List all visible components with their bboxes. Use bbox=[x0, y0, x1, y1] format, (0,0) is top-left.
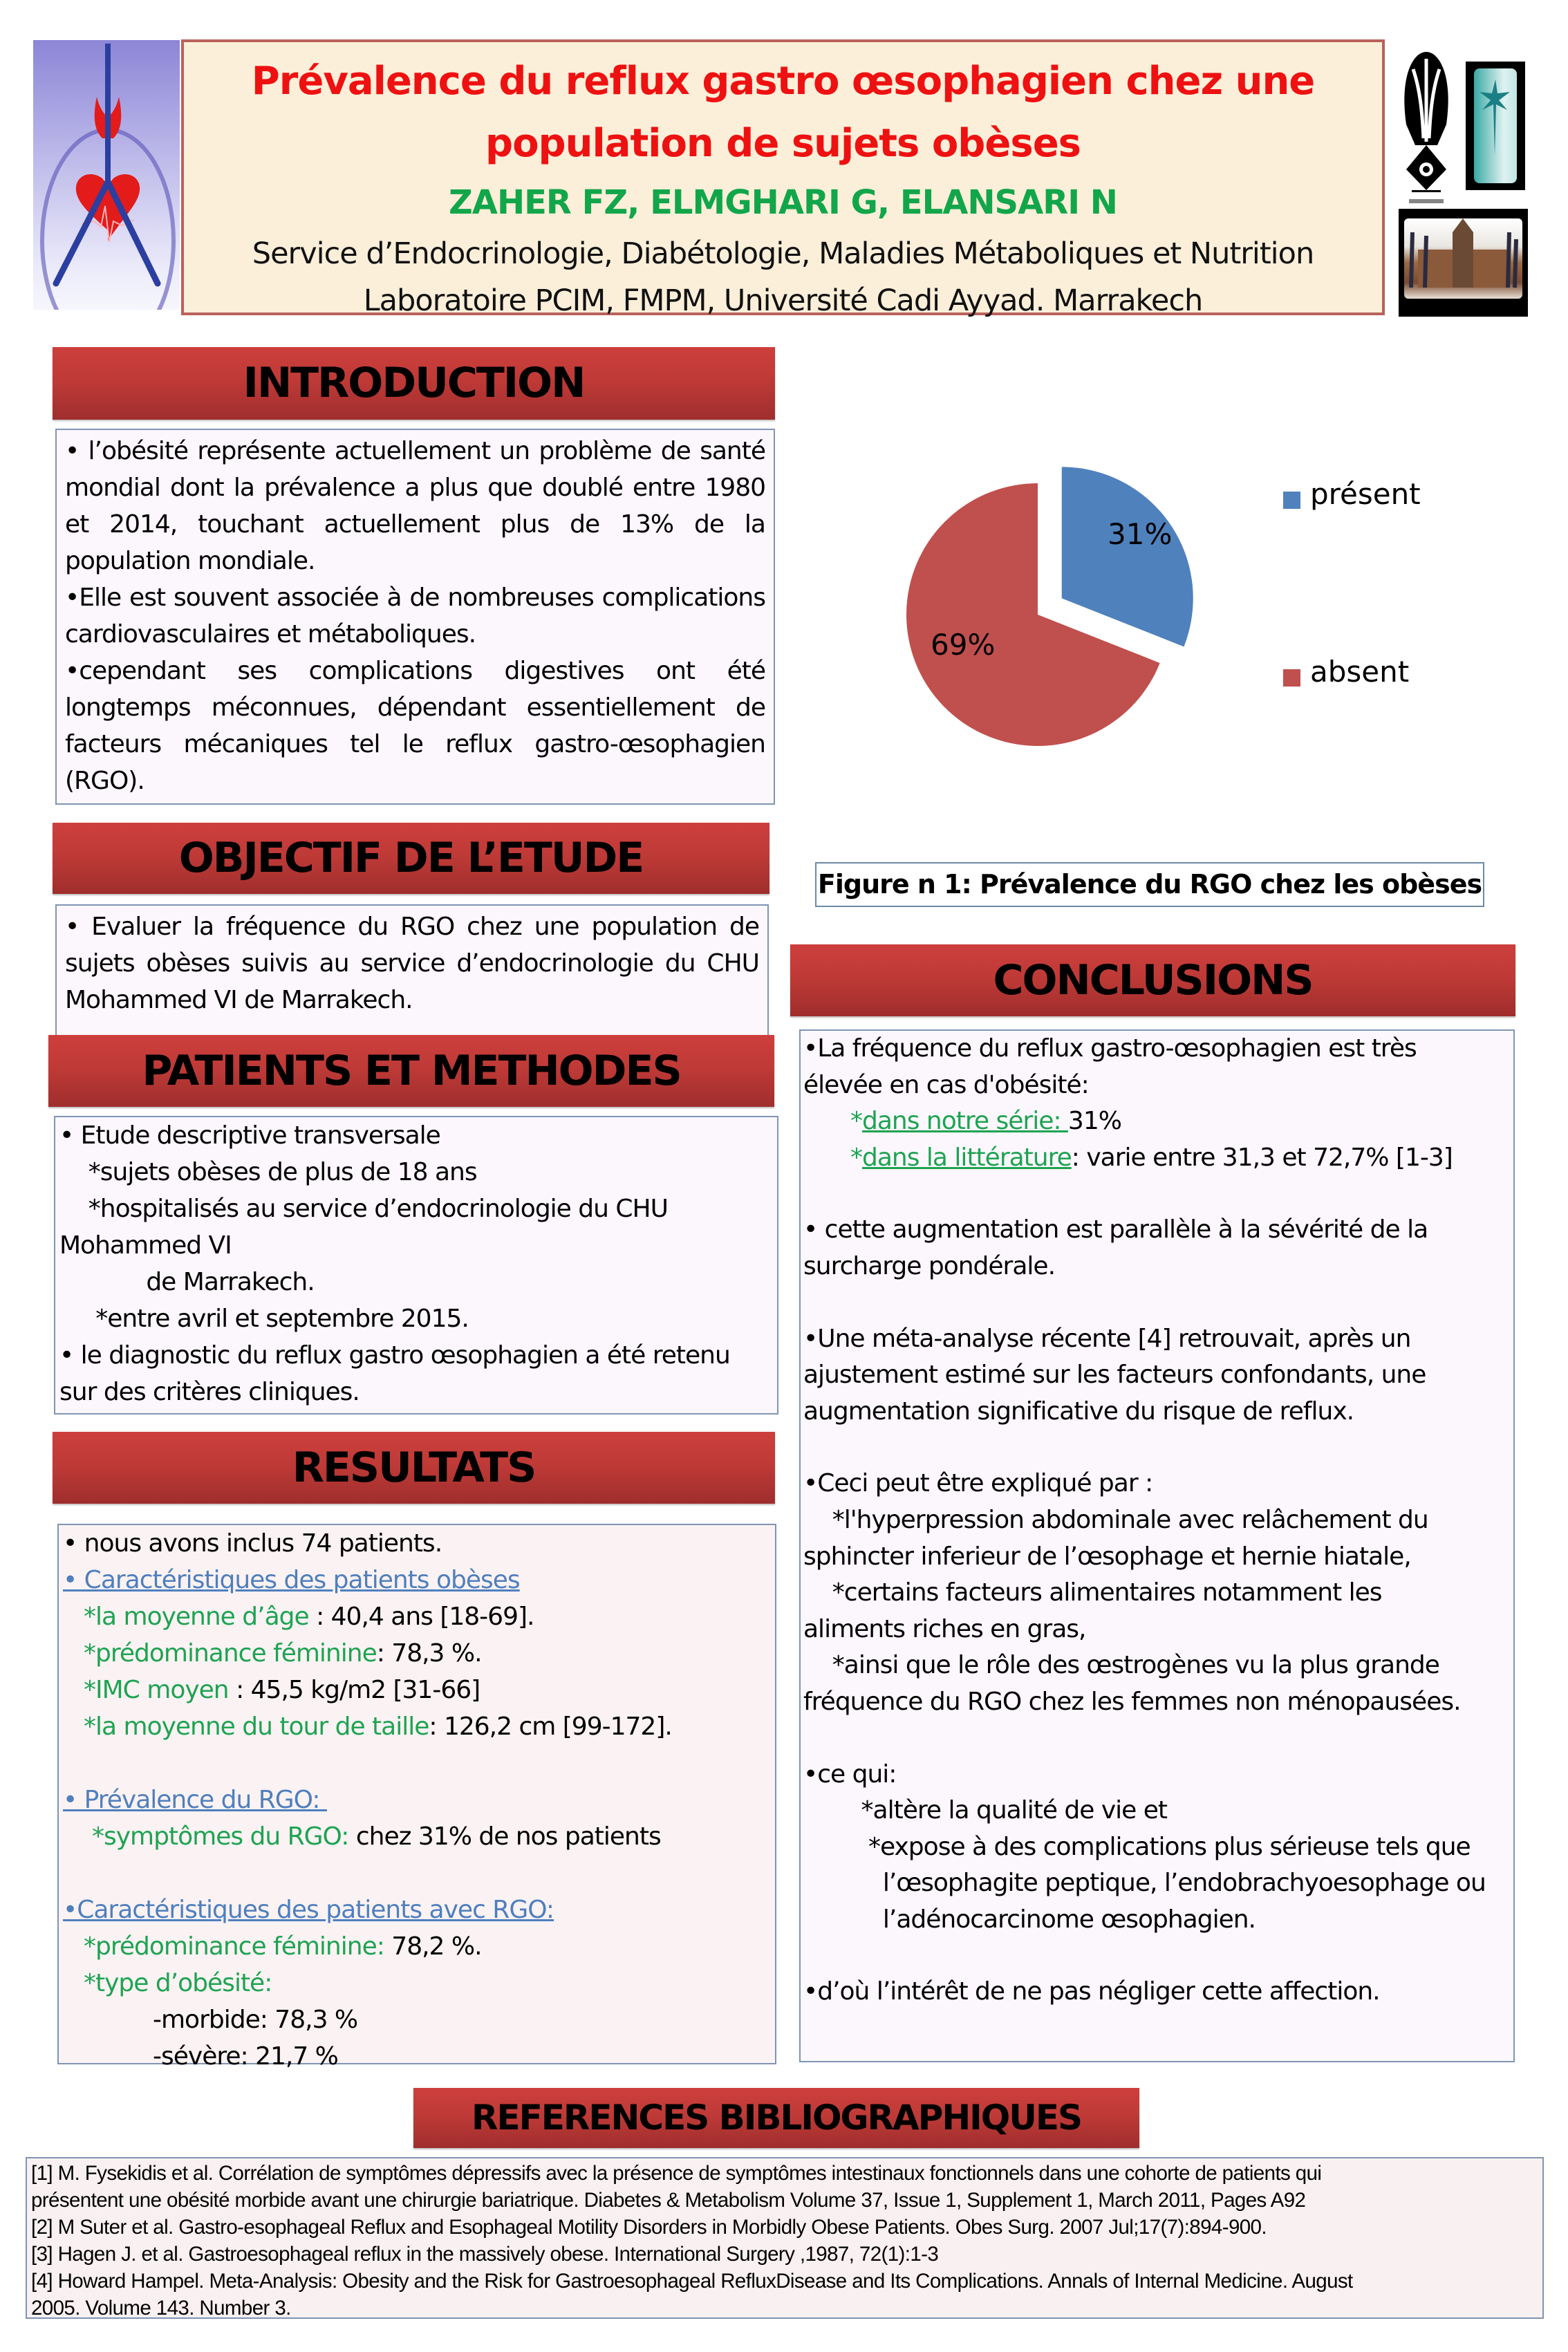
conclusion-line: l’adénocarcinome œsophagien. bbox=[803, 1905, 1256, 1934]
resultats-heading bbox=[53, 1432, 775, 1504]
methodes-line: de Marrakech. bbox=[59, 1268, 315, 1296]
obesity-type-label: *type d’obésité: bbox=[84, 1969, 272, 1997]
conclusion-line: *expose à des complications plus sérieuse tels que bbox=[803, 1832, 1471, 1861]
result-item-bmi bbox=[63, 1672, 771, 1708]
palm-tree-icon bbox=[1480, 80, 1511, 156]
result-item-waist bbox=[63, 1708, 771, 1745]
obese-characteristics-title: • Caractéristiques des patients obèses bbox=[63, 1566, 520, 1594]
conclusion-litterature: *dans la littérature: varie entre 31,3 et 72,7% [1-3] bbox=[850, 1143, 1453, 1172]
authors: ZAHER FZ, ELMGHARI G, ELANSARI N bbox=[449, 183, 1117, 222]
objectif-body bbox=[55, 904, 769, 1043]
conclusions-heading bbox=[790, 944, 1515, 1016]
figure-caption-text: Figure n 1: Prévalence du RGO chez les obèses bbox=[817, 869, 1482, 899]
pie-chart bbox=[892, 456, 1500, 774]
result-value: : 78,3 %. bbox=[376, 1639, 482, 1668]
result-label: *IMC moyen bbox=[84, 1676, 229, 1704]
conclusions-body bbox=[799, 1029, 1515, 2062]
intro-paragraph: • l’obésité représente actuellement un problème de santé mondial dont la prévalence a plus que doublé entre 1980 et 2014, touchant actuellement plus de 13% de la population mondiale. bbox=[65, 437, 765, 575]
poster-title-line-2: population de sujets obèses bbox=[485, 121, 1081, 166]
endocrinology-logo bbox=[33, 40, 180, 310]
reference-line: présentent une obésité morbide avant une chirurgie bariatrique. Diabetes & Metabolism Volume 37, Issue 1, Supplement 1, March 2011, Pages A92 bbox=[31, 2189, 1306, 2212]
rgo-female-item bbox=[63, 1928, 771, 1965]
methodes-line: *sujets obèses de plus de 18 ans bbox=[59, 1158, 477, 1186]
conclusions-heading-text: CONCLUSIONS bbox=[993, 956, 1313, 1005]
result-label: *la moyenne du tour de taille bbox=[84, 1712, 429, 1741]
chu-mohammed-vi-logo bbox=[1466, 62, 1525, 190]
result-value: chez 31% de nos patients bbox=[348, 1822, 661, 1851]
methodes-line: *hospitalisés au service d’endocrinologie du CHU bbox=[59, 1195, 668, 1223]
reference-line: [4] Howard Hampel. Meta-Analysis: Obesity and the Risk for Gastroesophageal RefluxDisease and Its Complications. Annals of Internal Medicine. August bbox=[31, 2270, 1353, 2293]
affiliation-service: Service d’Endocrinologie, Diabétologie, Maladies Métaboliques et Nutrition bbox=[252, 236, 1314, 271]
objectif-text: • Evaluer la fréquence du RGO chez une population de sujets obèses suivis au service d’endocrinologie du CHU Mohammed VI de Marrakech. bbox=[65, 913, 759, 1014]
poster-header bbox=[181, 39, 1385, 318]
intro-paragraph: •cependant ses complications digestives ont été longtemps méconnues, dépendant essentiellement de facteurs mécaniques tel le reflux gastro-œsophagien (RGO). bbox=[65, 657, 765, 795]
result-label: *la moyenne d’âge bbox=[84, 1603, 309, 1631]
prevalence-item bbox=[63, 1818, 771, 1855]
intro-paragraph: •Elle est souvent associée à de nombreuses complications cardiovasculaires et métaboliques. bbox=[65, 584, 765, 648]
conclusion-line: *l'hyperpression abdominale avec relâchement du bbox=[803, 1505, 1428, 1534]
conclusion-line: ajustement estimé sur les facteurs confondants, une bbox=[803, 1361, 1426, 1390]
methodes-line: Mohammed VI bbox=[59, 1231, 232, 1260]
faculty-building-photo bbox=[1399, 209, 1528, 317]
conclusion-line: élevée en cas d'obésité: bbox=[803, 1070, 1089, 1099]
result-value: : 126,2 cm [99-172]. bbox=[429, 1712, 672, 1741]
litterature-value: : varie entre 31,3 et 72,7% [1-3] bbox=[1071, 1143, 1453, 1172]
conclusion-line: l’œsophagite peptique, l’endobrachyoesophage ou bbox=[803, 1869, 1486, 1898]
resultats-body bbox=[57, 1524, 776, 2071]
results-included: • nous avons inclus 74 patients. bbox=[63, 1529, 442, 1558]
legend-swatch-present bbox=[1283, 492, 1300, 509]
affiliation-laboratory: Laboratoire PCIM, FMPM, Université Cadi Ayyad. Marrakech bbox=[363, 283, 1203, 318]
conclusion-line: *certains facteurs alimentaires notamment les bbox=[803, 1578, 1382, 1607]
poster-title-line-1: Prévalence du reflux gastro œsophagien chez une bbox=[251, 59, 1315, 104]
conclusion-serie: *dans notre série: 31% bbox=[850, 1107, 1121, 1136]
conclusion-line: •d’où l’intérêt de ne pas négliger cette affection. bbox=[803, 1977, 1380, 2006]
result-item-age bbox=[63, 1598, 771, 1635]
serie-label: dans notre série: bbox=[862, 1107, 1068, 1136]
reference-line: 2005. Volume 143. Number 3. bbox=[31, 2297, 291, 2320]
methodes-body bbox=[54, 1116, 778, 1415]
introduction-heading bbox=[53, 347, 775, 420]
objectif-heading bbox=[53, 823, 769, 894]
building-icon bbox=[1404, 218, 1522, 299]
obesity-severe: -sévère: 21,7 % bbox=[153, 2042, 338, 2071]
conclusion-line: •Ceci peut être expliqué par : bbox=[803, 1469, 1153, 1498]
legend-swatch-absent bbox=[1283, 669, 1300, 687]
methodes-heading bbox=[48, 1035, 774, 1107]
reference-line: [2] M Suter et al. Gastro-esophageal Reflux and Esophageal Motility Disorders in Morbidly Obese Patients. Obes Surg. 2007 Jul;17(7):894-900. bbox=[31, 2216, 1267, 2239]
rgo-characteristics-title: •Caractéristiques des patients avec RGO: bbox=[63, 1896, 554, 1924]
pie-slice-present bbox=[1062, 467, 1193, 646]
cadi-ayyad-university-logo bbox=[1399, 48, 1453, 207]
methodes-line: • Etude descriptive transversale bbox=[59, 1121, 440, 1150]
methodes-heading-text: PATIENTS ET METHODES bbox=[142, 1047, 681, 1095]
conclusion-line: aliments riches en gras, bbox=[803, 1614, 1086, 1643]
objectif-heading-text: OBJECTIF DE L’ETUDE bbox=[178, 834, 644, 882]
thyroid-heart-icon bbox=[33, 40, 180, 310]
reference-line: [1] M. Fysekidis et al. Corrélation de symptômes dépressifs avec la présence de symptômes intestinaux fonctionnels dans une cohorte de patients qui bbox=[31, 2162, 1322, 2185]
introduction-body bbox=[55, 429, 775, 805]
conclusion-line: *altère la qualité de vie et bbox=[803, 1796, 1168, 1825]
result-label: *symptômes du RGO: bbox=[92, 1822, 349, 1851]
conclusion-line: surcharge pondérale. bbox=[803, 1251, 1056, 1280]
references-heading-text: REFERENCES BIBLIOGRAPHIQUES bbox=[471, 2098, 1082, 2138]
university-emblem-icon bbox=[1399, 48, 1453, 207]
methodes-line: • le diagnostic du reflux gastro œsophagien a été retenu bbox=[59, 1341, 730, 1370]
prevalence-title: • Prévalence du RGO: bbox=[63, 1786, 327, 1814]
legend-label-present: présent bbox=[1310, 477, 1421, 511]
result-value: 78,2 %. bbox=[384, 1932, 482, 1961]
obesity-morbid: -morbide: 78,3 % bbox=[153, 2006, 358, 2034]
conclusion-line: •ce qui: bbox=[803, 1760, 897, 1789]
conclusion-line: •La fréquence du reflux gastro-œsophagien est très bbox=[803, 1034, 1417, 1063]
reference-line: [3] Hagen J. et al. Gastroesophageal reflux in the massively obese. International Surgery ,1987, 72(1):1-3 bbox=[31, 2243, 939, 2266]
conclusion-line: augmentation significative du risque de reflux. bbox=[803, 1397, 1354, 1426]
result-label: *prédominance féminine bbox=[84, 1639, 377, 1668]
figure-caption bbox=[815, 862, 1484, 907]
methodes-line: sur des critères cliniques. bbox=[59, 1378, 360, 1406]
serie-value: 31% bbox=[1067, 1107, 1121, 1136]
references-heading bbox=[413, 2088, 1139, 2148]
conclusion-line: *ainsi que le rôle des œstrogènes vu la plus grande bbox=[803, 1651, 1439, 1680]
legend-label-absent: absent bbox=[1310, 655, 1410, 689]
conclusion-line: sphincter inferieur de l’œsophage et hernie hiatale, bbox=[803, 1542, 1411, 1571]
conclusion-line: fréquence du RGO chez les femmes non ménopausées. bbox=[803, 1687, 1461, 1716]
litterature-label: dans la littérature bbox=[862, 1143, 1072, 1172]
result-item-female bbox=[63, 1635, 771, 1672]
methodes-line: *entre avril et septembre 2015. bbox=[59, 1305, 469, 1333]
conclusion-line: • cette augmentation est parallèle à la sévérité de la bbox=[803, 1215, 1428, 1244]
pie-label-absent: 69% bbox=[931, 628, 996, 662]
conclusion-line: •Une méta-analyse récente [4] retrouvait, après un bbox=[803, 1324, 1411, 1353]
result-value: : 45,5 kg/m2 [31-66] bbox=[228, 1676, 480, 1704]
resultats-heading-text: RESULTATS bbox=[292, 1444, 536, 1492]
introduction-heading-text: INTRODUCTION bbox=[243, 359, 585, 407]
pie-label-present: 31% bbox=[1108, 517, 1173, 551]
result-label: *prédominance féminine: bbox=[84, 1932, 384, 1961]
result-value: : 40,4 ans [18-69]. bbox=[308, 1603, 534, 1631]
references-body bbox=[26, 2157, 1544, 2319]
